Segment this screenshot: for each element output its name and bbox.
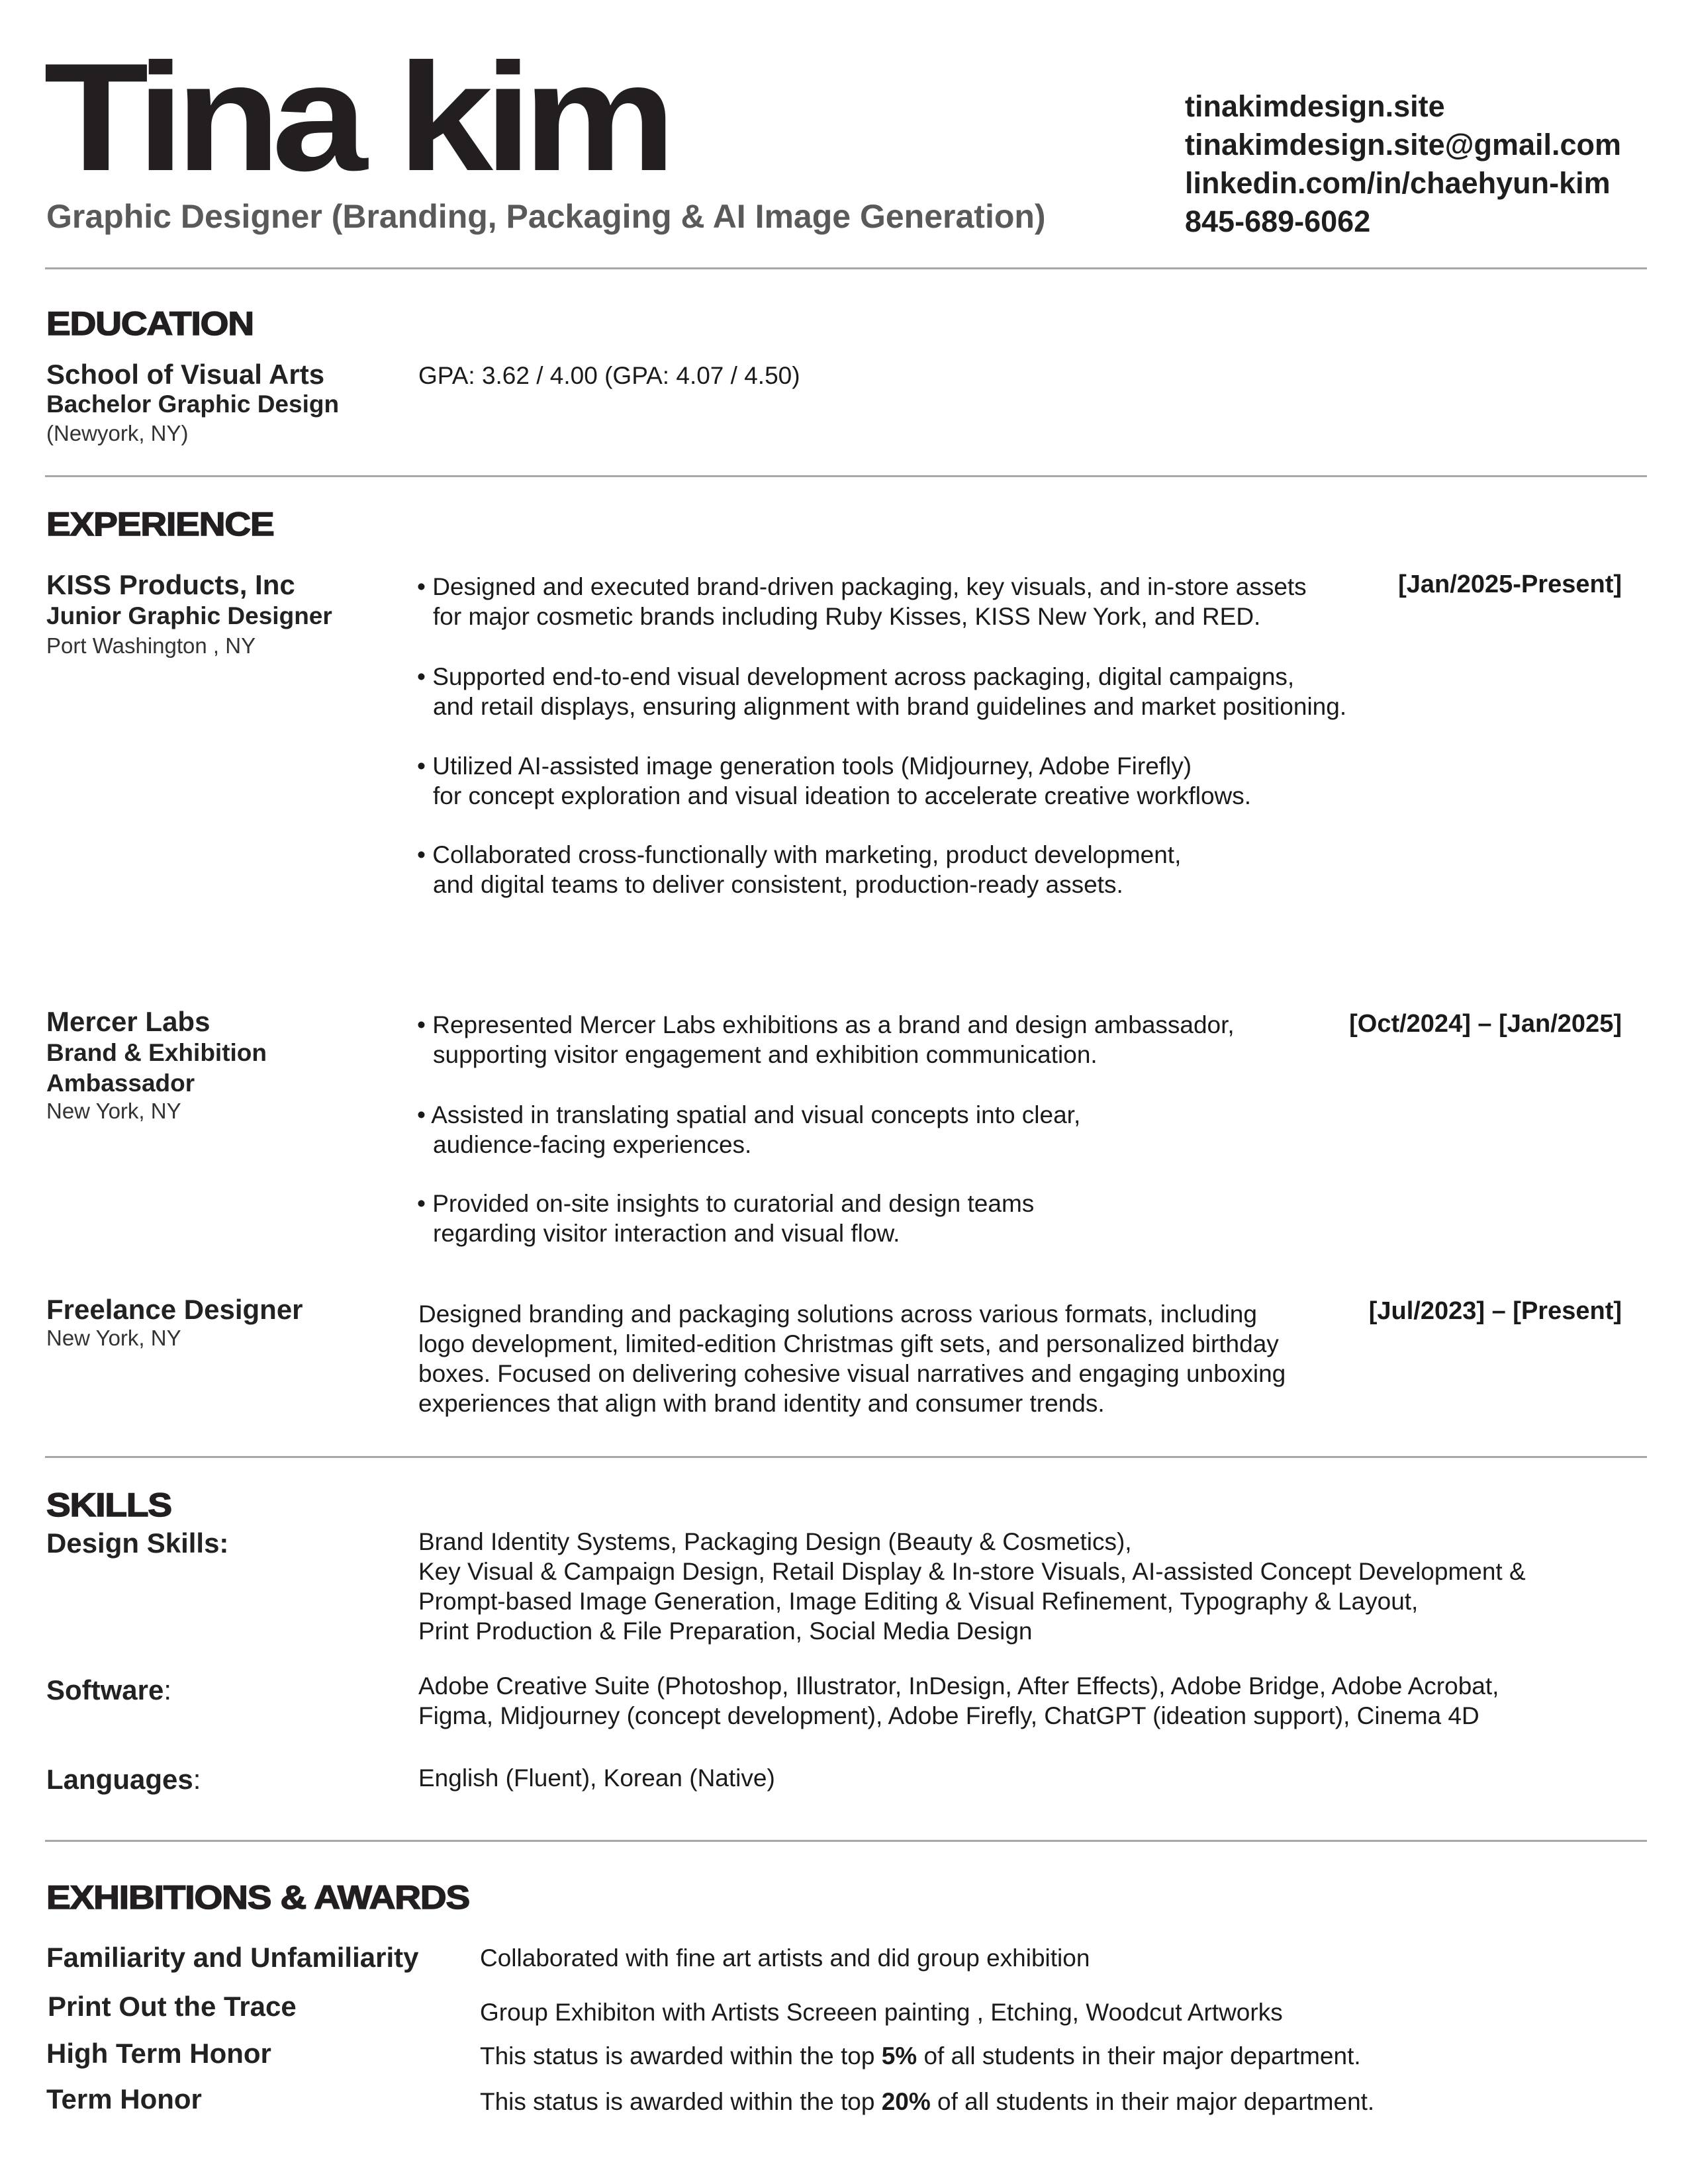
award-title: High Term Honor [46, 2038, 271, 2069]
job-bullet: • Represented Mercer Labs exhibitions as a brand and design ambassador, supporting visitor engagement and exhibition communication. [417, 1011, 1235, 1068]
job-bullet: • Supported end-to-end visual development across packaging, digital campaigns, and retail displays, ensuring alignment with brand guidelines and market positioning. [417, 663, 1347, 720]
contact-linkedin[interactable]: linkedin.com/in/chaehyun-kim [1185, 166, 1611, 200]
job-bullet: • Assisted in translating spatial and visual concepts into clear, audience-facing experiences. [417, 1101, 1081, 1158]
job-org: Mercer Labs [46, 1006, 211, 1037]
job-bullet: • Designed and executed brand-driven packaging, key visuals, and in-store assets for major cosmetic brands including Ruby Kisses, KISS New York, and RED. [417, 573, 1307, 630]
skill-label-software: Software: [46, 1674, 172, 1706]
job-description: Designed branding and packaging solutions across various formats, including logo development, limited-edition Christmas gift sets, and personalized birthday boxes. Focused on delivering cohesive visual narratives and engaging unboxing experiences that align with brand identity and consumer trends. [418, 1300, 1286, 1417]
section-skills-heading: SKILLS [46, 1486, 171, 1524]
divider [45, 1840, 1647, 1842]
award-description: This status is awarded within the top 20% of all students in their major department. [480, 2088, 1375, 2115]
contact-email[interactable]: tinakimdesign.site@gmail.com [1185, 128, 1622, 161]
job-role: Junior Graphic Designer [46, 602, 332, 629]
award-title: Term Honor [46, 2083, 202, 2115]
job-org: Freelance Designer [46, 1294, 303, 1325]
award-description: This status is awarded within the top 5% of all students in their major department. [480, 2042, 1361, 2070]
skill-label-languages: Languages: [46, 1764, 201, 1795]
job-location: Port Washington , NY [46, 633, 256, 658]
job-bullet: • Provided on-site insights to curatorial and design teams regarding visitor interaction and visual flow. [417, 1190, 1035, 1247]
award-title: Print Out the Trace [48, 1991, 297, 2022]
job-dates: [Jul/2023] – [Present] [1368, 1297, 1622, 1325]
contact-phone: 845-689-6062 [1185, 205, 1371, 238]
job-bullet: • Collaborated cross-functionally with marketing, product development, and digital teams to deliver consistent, production-ready assets. [417, 841, 1182, 898]
job-dates: [Oct/2024] – [Jan/2025] [1349, 1010, 1622, 1038]
resume-subtitle: Graphic Designer (Branding, Packaging & AI Image Generation) [46, 198, 1046, 235]
section-awards-heading: EXHIBITIONS & AWARDS [46, 1879, 470, 1916]
education-school: School of Visual Arts [46, 359, 325, 390]
education-location: (Newyork, NY) [46, 421, 189, 445]
section-experience-heading: EXPERIENCE [46, 506, 274, 543]
resume-name: Tina kim [44, 32, 667, 203]
job-org: KISS Products, Inc [46, 569, 295, 600]
job-location: New York, NY [46, 1099, 181, 1123]
job-bullet: • Utilized AI-assisted image generation tools (Midjourney, Adobe Firefly) for concept exploration and visual ideation to accelerate creative workflows. [417, 752, 1252, 809]
divider [45, 1456, 1647, 1458]
contact-website[interactable]: tinakimdesign.site [1185, 89, 1445, 123]
divider [45, 267, 1647, 269]
skill-label-design: Design Skills: [46, 1527, 229, 1559]
job-role: Brand & Exhibition Ambassador [46, 1039, 267, 1097]
education-degree: Bachelor Graphic Design [46, 390, 340, 418]
job-dates: [Jan/2025-Present] [1398, 570, 1622, 598]
section-education-heading: EDUCATION [46, 305, 254, 342]
skill-software-list: Adobe Creative Suite (Photoshop, Illustrator, InDesign, After Effects), Adobe Bridge, Adobe Acrobat, Figma, Midjourney (concept development), Adobe Firefly, ChatGPT (ideation support), Cinema 4D [418, 1672, 1499, 1729]
award-description: Collaborated with fine art artists and did group exhibition [480, 1944, 1090, 1972]
skill-languages-list: English (Fluent), Korean (Native) [418, 1764, 775, 1792]
award-title: Familiarity and Unfamiliarity [46, 1942, 419, 1973]
contact-block [1185, 87, 1621, 241]
skill-design-list: Brand Identity Systems, Packaging Design (Beauty & Cosmetics), Key Visual & Campaign Design, Retail Display & In-store Visuals, AI-assisted Concept Development & Prompt-based Image Generation, Image Editing & Visual Refinement, Typography & Layout, Print Production & File Preparation, Social Media Design [418, 1528, 1526, 1645]
education-gpa: GPA: 3.62 / 4.00 (GPA: 4.07 / 4.50) [418, 362, 800, 389]
job-location: New York, NY [46, 1326, 181, 1350]
divider [45, 475, 1647, 477]
award-description: Group Exhibiton with Artists Screeen painting , Etching, Woodcut Artworks [480, 1999, 1283, 2026]
